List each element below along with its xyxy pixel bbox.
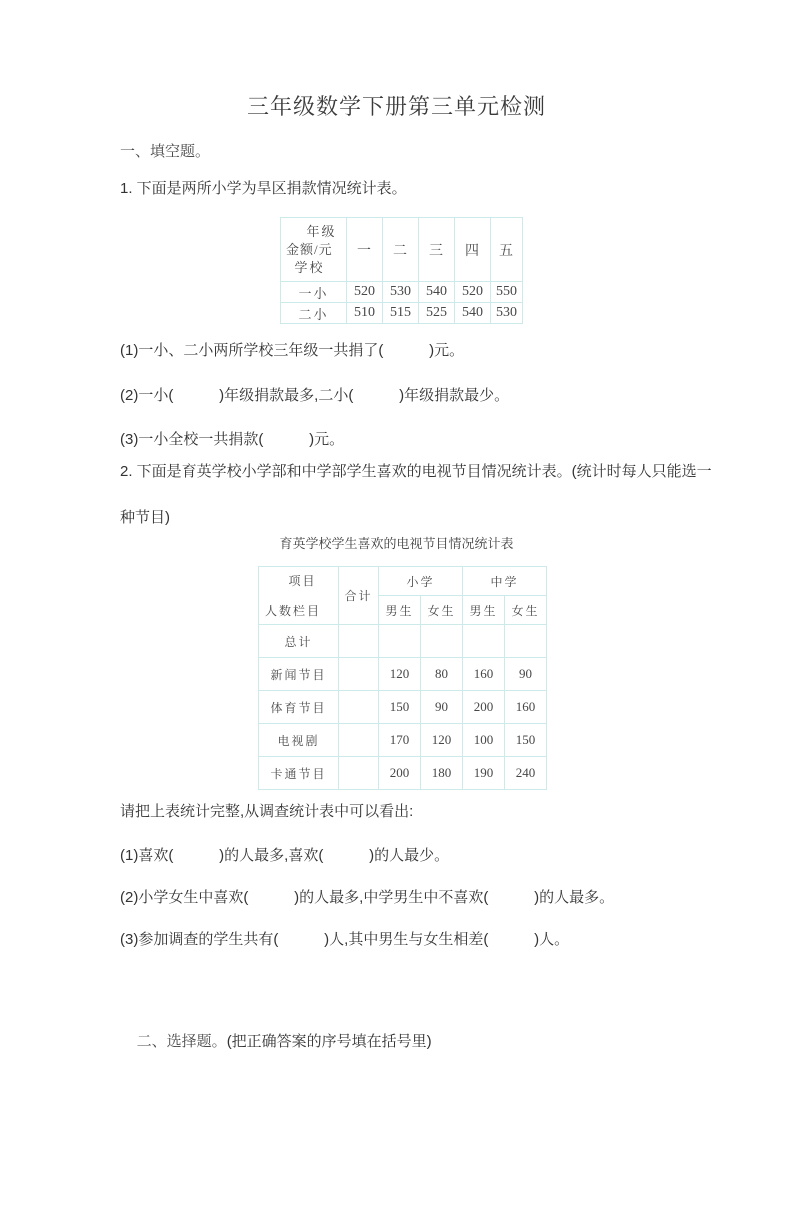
table-row (259, 658, 547, 691)
corner-item-label: 项目 (288, 574, 317, 588)
question2-note: 请把上表统计完整,从调查统计表中可以看出: (120, 803, 414, 820)
table-cell (505, 625, 547, 658)
worksheet-page (0, 92, 793, 1214)
table-cell: 160 (505, 691, 547, 724)
total-column-header: 合计 (339, 567, 379, 625)
table-row (281, 282, 523, 303)
corner-grade-label: 年级 (306, 223, 337, 239)
table-cell: 520 (347, 282, 383, 303)
row-label: 新闻节目 (259, 658, 339, 691)
table-row (281, 303, 523, 324)
table-cell (339, 724, 379, 757)
table-cell: 150 (379, 691, 421, 724)
question1-sub3: (3)一小全校一共捐款( )元。 (120, 431, 345, 448)
table-cell (339, 658, 379, 691)
section1-label: 一、填空题。 (120, 144, 211, 160)
table-row (259, 724, 547, 757)
table-cell: 240 (505, 757, 547, 790)
subcolumn-header: 男生 (379, 596, 421, 625)
column-header: 三 (419, 218, 455, 282)
donation-table-header-row (281, 218, 523, 282)
corner-amount-label: 金额/元 (286, 241, 333, 257)
table-cell: 200 (463, 691, 505, 724)
table-cell: 150 (505, 724, 547, 757)
table-cell: 540 (419, 282, 455, 303)
table-row (259, 691, 547, 724)
section2-note-text: (把正确答案的序号填在括号里) (226, 1033, 432, 1050)
row-label: 卡通节目 (259, 757, 339, 790)
table-cell (463, 625, 505, 658)
table-cell: 180 (421, 757, 463, 790)
table-cell: 160 (463, 658, 505, 691)
table-cell: 100 (463, 724, 505, 757)
question2-sub1: (1)喜欢( )的人最多,喜欢( )的人最少。 (120, 847, 450, 864)
table-cell (339, 625, 379, 658)
question1-lead: 1. 下面是两所小学为旱区捐款情况统计表。 (120, 180, 407, 197)
table-cell: 170 (379, 724, 421, 757)
row-label: 一小 (281, 282, 347, 303)
table-cell (421, 625, 463, 658)
tv-table-title: 育英学校学生喜欢的电视节目情况统计表 (279, 536, 514, 551)
section2-label (120, 1010, 793, 1074)
page-title: 三年级数学下册第三单元检测 (246, 94, 546, 119)
row-label: 体育节目 (259, 691, 339, 724)
tv-program-table (258, 566, 547, 790)
subcolumn-header: 男生 (463, 596, 505, 625)
column-header: 二 (383, 218, 419, 282)
question2-lead-line1: 2. 下面是育英学校小学部和中学部学生喜欢的电视节目情况统计表。(统计时每人只能选一 (120, 463, 712, 480)
table-cell: 120 (379, 658, 421, 691)
row-label: 二小 (281, 303, 347, 324)
column-header: 五 (491, 218, 523, 282)
question2-sub3: (3)参加调查的学生共有( )人,其中男生与女生相差( )人。 (120, 931, 570, 948)
table-cell (379, 625, 421, 658)
column-header: 一 (347, 218, 383, 282)
donation-table-corner-cell (281, 218, 347, 282)
question2-lead-line2: 种节目) (120, 509, 170, 526)
column-header: 四 (455, 218, 491, 282)
donation-table (280, 217, 523, 324)
corner-count-label: 人数栏目 (265, 604, 322, 618)
row-label: 总计 (259, 625, 339, 658)
table-cell: 515 (383, 303, 419, 324)
table-cell: 120 (421, 724, 463, 757)
table-cell (339, 757, 379, 790)
tv-table-header-row1 (259, 567, 547, 596)
table-cell: 550 (491, 282, 523, 303)
table-cell: 530 (383, 282, 419, 303)
subcolumn-header: 女生 (505, 596, 547, 625)
corner-school-label: 学校 (294, 259, 325, 275)
subcolumn-header: 女生 (421, 596, 463, 625)
table-cell: 525 (419, 303, 455, 324)
table-cell: 200 (379, 757, 421, 790)
table-cell: 540 (455, 303, 491, 324)
table-cell: 520 (455, 282, 491, 303)
question1-sub1: (1)一小、二小两所学校三年级一共捐了( )元。 (120, 342, 465, 359)
row-label: 电视剧 (259, 724, 339, 757)
table-cell: 80 (421, 658, 463, 691)
table-cell: 190 (463, 757, 505, 790)
section2-label-text: 二、选择题。 (136, 1034, 227, 1050)
question1-sub2: (2)一小( )年级捐款最多,二小( )年级捐款最少。 (120, 387, 510, 404)
table-cell: 90 (505, 658, 547, 691)
table-cell: 90 (421, 691, 463, 724)
question2-sub2: (2)小学女生中喜欢( )的人最多,中学男生中不喜欢( )的人最多。 (120, 889, 615, 906)
group-header-middle: 中学 (463, 567, 547, 596)
tv-table-corner-cell (259, 567, 339, 625)
table-cell (339, 691, 379, 724)
table-row (259, 625, 547, 658)
group-header-primary: 小学 (379, 567, 463, 596)
table-cell: 510 (347, 303, 383, 324)
table-row (259, 757, 547, 790)
table-cell: 530 (491, 303, 523, 324)
